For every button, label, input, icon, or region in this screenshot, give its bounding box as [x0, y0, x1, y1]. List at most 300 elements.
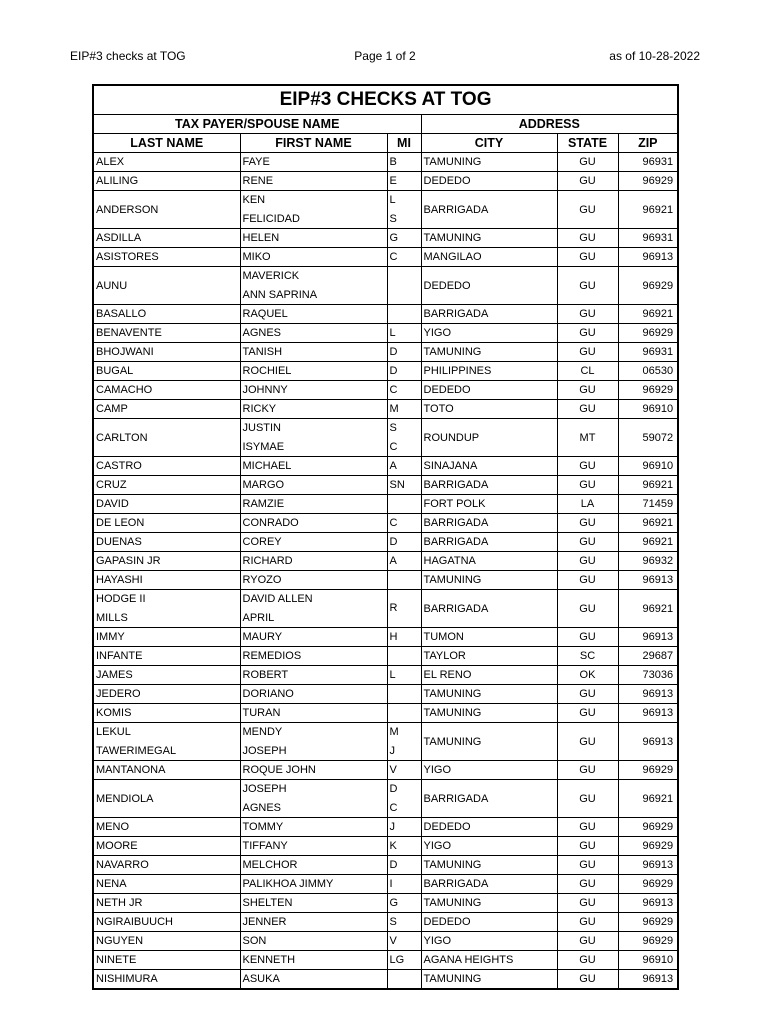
cell-zip: 96929 — [618, 324, 678, 343]
cell-zip: 96929 — [618, 267, 678, 305]
table-row — [93, 666, 678, 685]
cell-state: GU — [557, 780, 618, 818]
cell-state: GU — [557, 685, 618, 704]
cell-first: REMEDIOS — [240, 647, 387, 666]
cell-first: MELCHOR — [240, 856, 387, 875]
cell-state: GU — [557, 704, 618, 723]
cell-city: YIGO — [421, 324, 557, 343]
cell-last: BHOJWANI — [93, 343, 240, 362]
cell-city: TUMON — [421, 628, 557, 647]
cell-last: GAPASIN JR — [93, 552, 240, 571]
cell-city: DEDEDO — [421, 381, 557, 400]
cell-line: J — [389, 744, 395, 757]
table-row — [93, 305, 678, 324]
cell-last: NETH JR — [93, 894, 240, 913]
table-row — [93, 704, 678, 723]
cell-first: HELEN — [240, 229, 387, 248]
cell-zip: 96913 — [618, 248, 678, 267]
cell-last: BASALLO — [93, 305, 240, 324]
cell-mi — [387, 571, 421, 590]
cell-city: PHILIPPINES — [421, 362, 557, 381]
cell-first: MAURY — [240, 628, 387, 647]
cell-line: JOSEPH — [242, 744, 287, 757]
cell-first: COREY — [240, 533, 387, 552]
cell-city: TAMUNING — [421, 856, 557, 875]
col-zip: ZIP — [618, 134, 678, 153]
table-row — [93, 191, 678, 229]
cell-last: ANDERSON — [93, 191, 240, 229]
cell-state: GU — [557, 628, 618, 647]
cell-city: TAMUNING — [421, 343, 557, 362]
cell-mi: SN — [387, 476, 421, 495]
cell-city: BARRIGADA — [421, 533, 557, 552]
cell-last: MENDIOLA — [93, 780, 240, 818]
cell-city: ROUNDUP — [421, 419, 557, 457]
cell-zip: 96921 — [618, 191, 678, 229]
cell-state: GU — [557, 476, 618, 495]
cell-last: ALEX — [93, 153, 240, 172]
cell-zip: 96910 — [618, 951, 678, 970]
cell-first: AGNES — [240, 324, 387, 343]
cell-state: GU — [557, 267, 618, 305]
table-row — [93, 324, 678, 343]
table-row — [93, 913, 678, 932]
table-row — [93, 457, 678, 476]
table-row — [93, 514, 678, 533]
cell-city: TAMUNING — [421, 571, 557, 590]
cell-zip: 96929 — [618, 913, 678, 932]
cell-first: JOHNNY — [240, 381, 387, 400]
group-name-header: TAX PAYER/SPOUSE NAME — [93, 115, 421, 134]
cell-zip: 96921 — [618, 780, 678, 818]
cell-mi: A — [387, 552, 421, 571]
cell-last: NAVARRO — [93, 856, 240, 875]
cell-line: C — [389, 440, 398, 453]
cell-state: GU — [557, 970, 618, 990]
cell-mi: V — [387, 932, 421, 951]
cell-last — [93, 590, 240, 628]
cell-mi: C — [387, 514, 421, 533]
cell-first: RYOZO — [240, 571, 387, 590]
cell-last: CARLTON — [93, 419, 240, 457]
page-number: Page 1 of 2 — [354, 49, 416, 63]
col-mi: MI — [387, 134, 421, 153]
cell-city: TAMUNING — [421, 970, 557, 990]
cell-state: GU — [557, 343, 618, 362]
cell-first: DORIANO — [240, 685, 387, 704]
cell-first: RICKY — [240, 400, 387, 419]
cell-city: BARRIGADA — [421, 191, 557, 229]
table-row — [93, 571, 678, 590]
cell-mi: D — [387, 533, 421, 552]
cell-state: GU — [557, 571, 618, 590]
col-last-name: LAST NAME — [93, 134, 240, 153]
cell-state: GU — [557, 400, 618, 419]
cell-city: DEDEDO — [421, 913, 557, 932]
cell-first — [240, 590, 387, 628]
cell-state: GU — [557, 533, 618, 552]
cell-last: JAMES — [93, 666, 240, 685]
cell-state: CL — [557, 362, 618, 381]
cell-mi: G — [387, 229, 421, 248]
cell-city: YIGO — [421, 837, 557, 856]
cell-first — [240, 419, 387, 457]
cell-zip: 96929 — [618, 172, 678, 191]
cell-zip: 96913 — [618, 723, 678, 761]
cell-state: LA — [557, 495, 618, 514]
cell-city: BARRIGADA — [421, 514, 557, 533]
cell-city: TAMUNING — [421, 685, 557, 704]
table-row — [93, 685, 678, 704]
checks-table — [92, 84, 679, 990]
table-row — [93, 818, 678, 837]
cell-first: ASUKA — [240, 970, 387, 990]
cell-city: BARRIGADA — [421, 780, 557, 818]
cell-line: MAVERICK — [242, 270, 300, 282]
cell-zip: 96913 — [618, 894, 678, 913]
cell-first — [240, 723, 387, 761]
cell-first: CONRADO — [240, 514, 387, 533]
cell-zip: 96921 — [618, 533, 678, 552]
cell-last: JEDERO — [93, 685, 240, 704]
cell-first — [240, 267, 387, 305]
cell-mi — [387, 647, 421, 666]
cell-mi: I — [387, 875, 421, 894]
cell-zip: 96913 — [618, 970, 678, 990]
cell-mi — [387, 704, 421, 723]
table-row — [93, 381, 678, 400]
cell-last: IMMY — [93, 628, 240, 647]
cell-zip: 96921 — [618, 514, 678, 533]
cell-zip: 96929 — [618, 932, 678, 951]
cell-mi — [387, 685, 421, 704]
cell-line: S — [389, 422, 397, 434]
cell-mi: E — [387, 172, 421, 191]
cell-zip: 96921 — [618, 305, 678, 324]
cell-first: ROQUE JOHN — [240, 761, 387, 780]
page-header-date: as of 10-28-2022 — [609, 49, 700, 63]
cell-first: RAMZIE — [240, 495, 387, 514]
cell-city: BARRIGADA — [421, 590, 557, 628]
cell-line: S — [389, 212, 397, 225]
cell-mi: K — [387, 837, 421, 856]
cell-mi: LG — [387, 951, 421, 970]
cell-last: MANTANONA — [93, 761, 240, 780]
col-city: CITY — [421, 134, 557, 153]
cell-zip: 96931 — [618, 343, 678, 362]
cell-state: GU — [557, 248, 618, 267]
cell-mi: C — [387, 381, 421, 400]
cell-zip: 96929 — [618, 837, 678, 856]
cell-city: TAMUNING — [421, 704, 557, 723]
cell-last: CASTRO — [93, 457, 240, 476]
cell-city: BARRIGADA — [421, 875, 557, 894]
cell-line: D — [389, 783, 398, 795]
cell-state: GU — [557, 913, 618, 932]
page-header-left: EIP#3 checks at TOG — [70, 49, 186, 63]
cell-zip: 96929 — [618, 761, 678, 780]
cell-city: YIGO — [421, 932, 557, 951]
cell-last: NINETE — [93, 951, 240, 970]
cell-state: GU — [557, 552, 618, 571]
table-title: EIP#3 CHECKS AT TOG — [93, 85, 678, 115]
cell-state: GU — [557, 761, 618, 780]
cell-mi — [387, 495, 421, 514]
table-row — [93, 875, 678, 894]
cell-state: MT — [557, 419, 618, 457]
table-row — [93, 780, 678, 818]
cell-first: PALIKHOA JIMMY — [240, 875, 387, 894]
cell-line: DAVID ALLEN — [242, 593, 313, 605]
table-row — [93, 267, 678, 305]
cell-city: TOTO — [421, 400, 557, 419]
cell-state: GU — [557, 172, 618, 191]
cell-first: RENE — [240, 172, 387, 191]
cell-line: FELICIDAD — [242, 212, 300, 225]
cell-mi — [387, 970, 421, 990]
cell-city: AGANA HEIGHTS — [421, 951, 557, 970]
cell-state: GU — [557, 324, 618, 343]
cell-zip: 06530 — [618, 362, 678, 381]
cell-first: RAQUEL — [240, 305, 387, 324]
cell-line: APRIL — [242, 611, 275, 624]
cell-line: ISYMAE — [242, 440, 285, 453]
table-row — [93, 647, 678, 666]
cell-zip: 96913 — [618, 628, 678, 647]
cell-city: MANGILAO — [421, 248, 557, 267]
cell-state: GU — [557, 894, 618, 913]
cell-mi: C — [387, 248, 421, 267]
cell-mi — [387, 419, 421, 457]
cell-line: R — [389, 602, 398, 615]
cell-last: CAMACHO — [93, 381, 240, 400]
table-row — [93, 533, 678, 552]
cell-first: MIKO — [240, 248, 387, 267]
cell-line: LEKUL — [96, 726, 131, 738]
table-row — [93, 970, 678, 990]
cell-state: GU — [557, 818, 618, 837]
cell-last: KOMIS — [93, 704, 240, 723]
cell-first: TANISH — [240, 343, 387, 362]
cell-first: TIFFANY — [240, 837, 387, 856]
cell-last — [93, 723, 240, 761]
cell-mi: L — [387, 666, 421, 685]
cell-mi: D — [387, 362, 421, 381]
table-row — [93, 894, 678, 913]
table-row — [93, 951, 678, 970]
cell-zip: 96929 — [618, 875, 678, 894]
cell-mi: S — [387, 913, 421, 932]
table-row — [93, 153, 678, 172]
cell-mi: V — [387, 761, 421, 780]
cell-state: GU — [557, 856, 618, 875]
cell-first — [240, 191, 387, 229]
cell-city: HAGATNA — [421, 552, 557, 571]
cell-line: L — [389, 194, 396, 206]
table-row — [93, 362, 678, 381]
cell-last: BUGAL — [93, 362, 240, 381]
cell-zip: 96921 — [618, 590, 678, 628]
cell-mi — [387, 723, 421, 761]
cell-zip: 96929 — [618, 381, 678, 400]
cell-last: CAMP — [93, 400, 240, 419]
cell-last: BENAVENTE — [93, 324, 240, 343]
cell-first: JENNER — [240, 913, 387, 932]
cell-last: NENA — [93, 875, 240, 894]
cell-state: GU — [557, 305, 618, 324]
cell-line: AGNES — [242, 801, 282, 814]
cell-state: GU — [557, 875, 618, 894]
cell-last: MOORE — [93, 837, 240, 856]
cell-last: NISHIMURA — [93, 970, 240, 990]
cell-city: DEDEDO — [421, 172, 557, 191]
cell-mi: G — [387, 894, 421, 913]
cell-zip: 96910 — [618, 457, 678, 476]
cell-mi — [387, 267, 421, 305]
table-row — [93, 761, 678, 780]
cell-state: GU — [557, 381, 618, 400]
table-row — [93, 248, 678, 267]
cell-last: INFANTE — [93, 647, 240, 666]
cell-last: ASDILLA — [93, 229, 240, 248]
cell-state: GU — [557, 590, 618, 628]
cell-city: YIGO — [421, 761, 557, 780]
cell-state: GU — [557, 514, 618, 533]
cell-line: JOSEPH — [242, 783, 287, 795]
cell-first: KENNETH — [240, 951, 387, 970]
cell-zip: 73036 — [618, 666, 678, 685]
cell-city: EL RENO — [421, 666, 557, 685]
cell-mi — [387, 191, 421, 229]
cell-mi: M — [387, 400, 421, 419]
cell-line: C — [389, 801, 398, 814]
cell-last: NGIRAIBUUCH — [93, 913, 240, 932]
cell-zip: 96932 — [618, 552, 678, 571]
cell-last: ASISTORES — [93, 248, 240, 267]
cell-zip: 29687 — [618, 647, 678, 666]
cell-last: DE LEON — [93, 514, 240, 533]
table-row — [93, 229, 678, 248]
table-row — [93, 172, 678, 191]
table-row — [93, 628, 678, 647]
cell-state: GU — [557, 191, 618, 229]
col-state: STATE — [557, 134, 618, 153]
cell-first: MARGO — [240, 476, 387, 495]
cell-zip: 96913 — [618, 856, 678, 875]
cell-first: FAYE — [240, 153, 387, 172]
cell-city: TAMUNING — [421, 723, 557, 761]
cell-city: BARRIGADA — [421, 476, 557, 495]
cell-city: SINAJANA — [421, 457, 557, 476]
cell-line: HODGE II — [96, 593, 146, 605]
cell-line: ANN SAPRINA — [242, 288, 318, 301]
cell-last: HAYASHI — [93, 571, 240, 590]
cell-last: DUENAS — [93, 533, 240, 552]
cell-line: MILLS — [96, 611, 128, 624]
cell-zip: 71459 — [618, 495, 678, 514]
cell-city: TAMUNING — [421, 153, 557, 172]
cell-mi: D — [387, 856, 421, 875]
cell-city: TAYLOR — [421, 647, 557, 666]
cell-mi: L — [387, 324, 421, 343]
table-row — [93, 837, 678, 856]
table-row — [93, 419, 678, 457]
cell-state: SC — [557, 647, 618, 666]
cell-state: GU — [557, 457, 618, 476]
cell-first: TOMMY — [240, 818, 387, 837]
cell-zip: 96910 — [618, 400, 678, 419]
cell-first — [240, 780, 387, 818]
cell-first: ROCHIEL — [240, 362, 387, 381]
cell-line: KEN — [242, 194, 266, 206]
cell-zip: 96931 — [618, 229, 678, 248]
cell-mi — [387, 305, 421, 324]
cell-city: TAMUNING — [421, 229, 557, 248]
cell-state: GU — [557, 153, 618, 172]
cell-last: MENO — [93, 818, 240, 837]
cell-city: TAMUNING — [421, 894, 557, 913]
cell-state: GU — [557, 951, 618, 970]
table-row — [93, 476, 678, 495]
cell-city: BARRIGADA — [421, 305, 557, 324]
table-row — [93, 343, 678, 362]
cell-last: NGUYEN — [93, 932, 240, 951]
table-row — [93, 590, 678, 628]
cell-mi: A — [387, 457, 421, 476]
cell-zip: 96913 — [618, 704, 678, 723]
cell-last: CRUZ — [93, 476, 240, 495]
cell-mi — [387, 780, 421, 818]
cell-zip: 96913 — [618, 685, 678, 704]
table-row — [93, 856, 678, 875]
cell-mi: B — [387, 153, 421, 172]
cell-line: M — [389, 726, 399, 738]
cell-first: RICHARD — [240, 552, 387, 571]
cell-mi: H — [387, 628, 421, 647]
cell-mi: D — [387, 343, 421, 362]
cell-first: ROBERT — [240, 666, 387, 685]
cell-zip: 96913 — [618, 571, 678, 590]
table-row — [93, 723, 678, 761]
cell-city: DEDEDO — [421, 267, 557, 305]
cell-zip: 96921 — [618, 476, 678, 495]
cell-last: ALILING — [93, 172, 240, 191]
cell-state: GU — [557, 723, 618, 761]
table-row — [93, 932, 678, 951]
cell-first: TURAN — [240, 704, 387, 723]
cell-first: SON — [240, 932, 387, 951]
cell-first: SHELTEN — [240, 894, 387, 913]
group-address-header: ADDRESS — [421, 115, 678, 134]
cell-first: MICHAEL — [240, 457, 387, 476]
cell-zip: 96929 — [618, 818, 678, 837]
cell-zip: 59072 — [618, 419, 678, 457]
cell-mi — [387, 590, 421, 628]
cell-state: GU — [557, 932, 618, 951]
table-row — [93, 552, 678, 571]
table-row — [93, 400, 678, 419]
cell-last: DAVID — [93, 495, 240, 514]
col-first-name: FIRST NAME — [240, 134, 387, 153]
cell-mi: J — [387, 818, 421, 837]
cell-last: AUNU — [93, 267, 240, 305]
cell-zip: 96931 — [618, 153, 678, 172]
cell-state: OK — [557, 666, 618, 685]
table-row — [93, 495, 678, 514]
cell-line: JUSTIN — [242, 422, 281, 434]
cell-city: FORT POLK — [421, 495, 557, 514]
cell-state: GU — [557, 229, 618, 248]
